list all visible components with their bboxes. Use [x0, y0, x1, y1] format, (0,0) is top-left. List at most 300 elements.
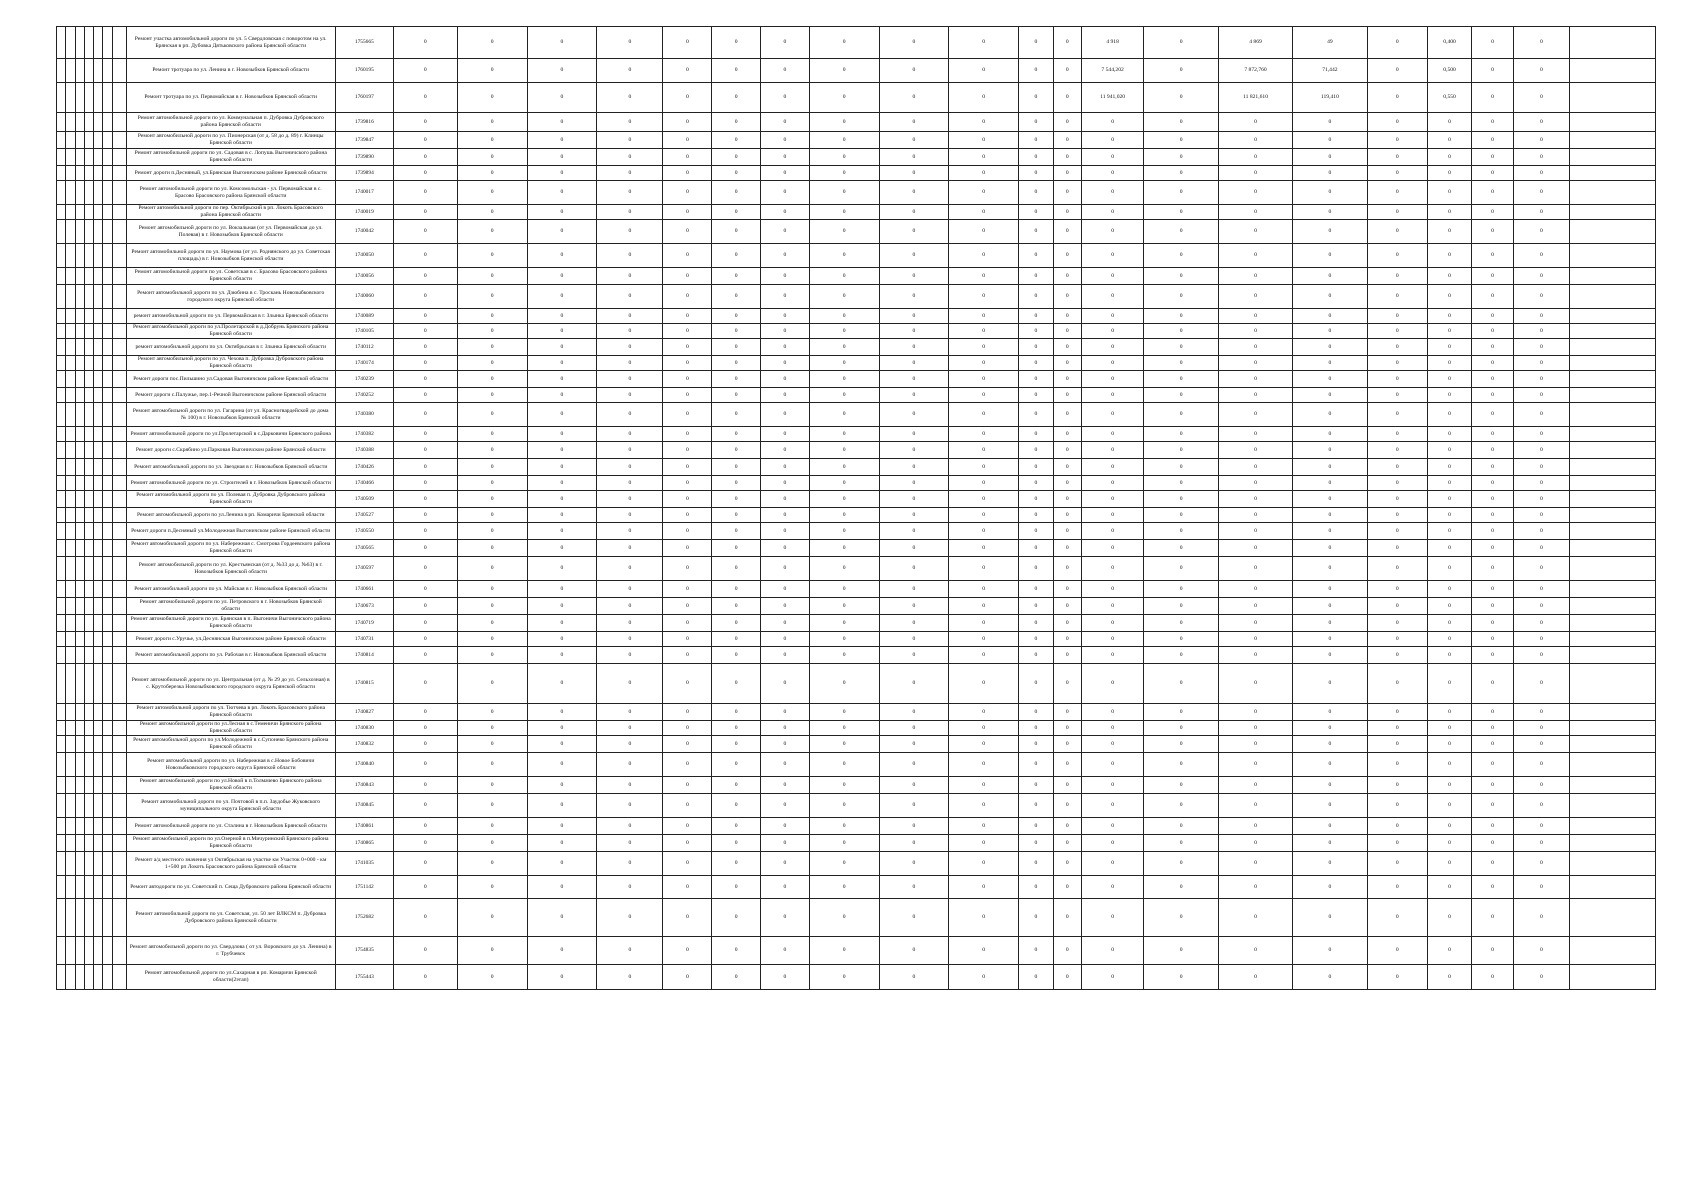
- value-cell: 0: [393, 268, 457, 285]
- value-cell: 0: [1293, 132, 1367, 149]
- blank-cell: [112, 427, 126, 442]
- blank-cell: [75, 632, 84, 647]
- value-cell: 0: [1144, 736, 1218, 753]
- value-cell: 0: [949, 388, 1019, 403]
- value-cell: 0: [1513, 615, 1569, 632]
- blank-cell: [66, 852, 75, 876]
- value-cell: 0: [1144, 285, 1218, 309]
- blank-cell: [112, 852, 126, 876]
- blank-cell: [66, 937, 75, 965]
- value-cell: 0: [1367, 403, 1427, 427]
- blank-cell: [75, 664, 84, 704]
- blank-cell: [103, 285, 112, 309]
- value-cell: 0: [527, 113, 597, 132]
- value-cell: 0: [949, 794, 1019, 818]
- value-cell: 0: [1144, 149, 1218, 166]
- blank-cell: [75, 220, 84, 244]
- value-cell: 0: [663, 794, 712, 818]
- blank-cell: [84, 899, 93, 937]
- value-cell: 0: [949, 356, 1019, 371]
- blank-cell: [1569, 615, 1655, 632]
- value-cell: 0: [1427, 132, 1471, 149]
- value-cell: 7 872,760: [1218, 59, 1292, 83]
- value-cell: 0: [1218, 753, 1292, 777]
- project-code-cell: 1751142: [335, 876, 393, 899]
- blank-cell: [57, 965, 66, 990]
- value-cell: 0: [1019, 557, 1054, 581]
- blank-cell: [57, 664, 66, 704]
- value-cell: 0: [597, 664, 663, 704]
- value-cell: 0: [1019, 442, 1054, 459]
- value-cell: 0: [1367, 491, 1427, 508]
- value-cell: 0: [949, 632, 1019, 647]
- value-cell: 0: [1053, 442, 1081, 459]
- value-cell: 0: [879, 794, 949, 818]
- value-cell: 0: [1019, 83, 1054, 113]
- value-cell: 0: [457, 113, 527, 132]
- blank-cell: [112, 244, 126, 268]
- project-code-cell: 1740388: [335, 442, 393, 459]
- value-cell: 0: [663, 777, 712, 794]
- value-cell: 0: [393, 540, 457, 557]
- value-cell: 0: [457, 166, 527, 181]
- project-name-cell: Ремонт автомобильной дороги по ул. Коммунальная п. Дубровка Дубровского района Брянской области: [126, 113, 335, 132]
- value-cell: 0: [761, 721, 810, 736]
- value-cell: 0: [527, 876, 597, 899]
- value-cell: 0: [1427, 459, 1471, 476]
- value-cell: 0: [393, 324, 457, 339]
- value-cell: 0: [1513, 83, 1569, 113]
- blank-cell: [75, 442, 84, 459]
- value-cell: 0: [761, 371, 810, 388]
- value-cell: 0: [712, 427, 761, 442]
- value-cell: 0: [457, 704, 527, 721]
- value-cell: 0: [1293, 166, 1367, 181]
- value-cell: 0: [1218, 244, 1292, 268]
- value-cell: 0: [1053, 736, 1081, 753]
- value-cell: 0: [1367, 508, 1427, 523]
- value-cell: 0: [597, 777, 663, 794]
- value-cell: 0: [1144, 937, 1218, 965]
- value-cell: 0: [1144, 339, 1218, 356]
- value-cell: 0: [1019, 777, 1054, 794]
- value-cell: 0: [597, 876, 663, 899]
- blank-cell: [57, 205, 66, 220]
- project-name-cell: Ремонт автомобильной дороги по ул.Лесная в с.Теменичи Брянского района Брянской области: [126, 721, 335, 736]
- value-cell: 0: [1019, 598, 1054, 615]
- blank-cell: [112, 965, 126, 990]
- table-row: [57, 132, 1656, 149]
- value-cell: 0: [663, 476, 712, 491]
- blank-cell: [57, 598, 66, 615]
- value-cell: 119,410: [1293, 83, 1367, 113]
- value-cell: 0: [1081, 736, 1144, 753]
- project-code-cell: 1740845: [335, 794, 393, 818]
- blank-cell: [66, 598, 75, 615]
- blank-cell: [1569, 403, 1655, 427]
- value-cell: 0: [1513, 27, 1569, 59]
- value-cell: 0: [1081, 794, 1144, 818]
- value-cell: 0: [761, 388, 810, 403]
- value-cell: 0: [1218, 557, 1292, 581]
- blank-cell: [1569, 113, 1655, 132]
- blank-cell: [94, 491, 103, 508]
- value-cell: 0: [1367, 83, 1427, 113]
- value-cell: 0: [949, 149, 1019, 166]
- value-cell: 0: [809, 339, 879, 356]
- value-cell: 0: [1472, 540, 1514, 557]
- value-cell: 0: [1367, 818, 1427, 835]
- value-cell: 0: [949, 721, 1019, 736]
- value-cell: 0: [457, 427, 527, 442]
- value-cell: 0: [1218, 132, 1292, 149]
- value-cell: 0: [1427, 615, 1471, 632]
- value-cell: 0: [663, 285, 712, 309]
- blank-cell: [84, 442, 93, 459]
- value-cell: 0: [1367, 427, 1427, 442]
- project-code-cell: 1740527: [335, 508, 393, 523]
- value-cell: 0: [1144, 83, 1218, 113]
- value-cell: 0: [879, 476, 949, 491]
- value-cell: 0: [1144, 388, 1218, 403]
- table-row: [57, 220, 1656, 244]
- blank-cell: [57, 523, 66, 540]
- value-cell: 0: [1472, 632, 1514, 647]
- value-cell: 0: [597, 427, 663, 442]
- blank-cell: [75, 736, 84, 753]
- blank-cell: [1569, 427, 1655, 442]
- value-cell: 0: [1144, 664, 1218, 704]
- value-cell: 0: [1081, 753, 1144, 777]
- project-code-cell: 1754835: [335, 937, 393, 965]
- value-cell: 0: [527, 459, 597, 476]
- value-cell: 0: [949, 427, 1019, 442]
- value-cell: 0: [1053, 27, 1081, 59]
- value-cell: 0: [1019, 704, 1054, 721]
- blank-cell: [103, 27, 112, 59]
- table-row: [57, 965, 1656, 990]
- blank-cell: [103, 476, 112, 491]
- value-cell: 0: [761, 59, 810, 83]
- value-cell: 0: [457, 876, 527, 899]
- value-cell: 0: [712, 309, 761, 324]
- blank-cell: [1569, 508, 1655, 523]
- value-cell: 0: [1427, 721, 1471, 736]
- value-cell: 0: [393, 459, 457, 476]
- blank-cell: [1569, 704, 1655, 721]
- value-cell: 0: [1218, 371, 1292, 388]
- value-cell: 0: [1293, 540, 1367, 557]
- blank-cell: [1569, 721, 1655, 736]
- project-name-cell: Ремонт автомобильной дороги по ул. Полевая п. Дубровка Дубровского района Брянской области: [126, 491, 335, 508]
- value-cell: 0: [949, 557, 1019, 581]
- value-cell: 0: [809, 615, 879, 632]
- value-cell: 0: [761, 581, 810, 598]
- value-cell: 0: [949, 442, 1019, 459]
- value-cell: 0: [597, 442, 663, 459]
- value-cell: 0: [597, 339, 663, 356]
- blank-cell: [84, 459, 93, 476]
- blank-cell: [103, 427, 112, 442]
- blank-cell: [103, 388, 112, 403]
- value-cell: 0: [809, 388, 879, 403]
- blank-cell: [66, 427, 75, 442]
- value-cell: 0: [663, 876, 712, 899]
- project-name-cell: Ремонт автомобильной дороги по ул.Озерной в п.Мичуринский Брянского района Брянской области: [126, 835, 335, 852]
- value-cell: 0: [1293, 876, 1367, 899]
- value-cell: 0: [1081, 244, 1144, 268]
- blank-cell: [57, 339, 66, 356]
- value-cell: 0: [1218, 664, 1292, 704]
- value-cell: 0: [1293, 777, 1367, 794]
- value-cell: 0: [1367, 664, 1427, 704]
- value-cell: 0: [949, 736, 1019, 753]
- blank-cell: [75, 113, 84, 132]
- project-code-cell: 1740050: [335, 244, 393, 268]
- value-cell: 0: [761, 632, 810, 647]
- value-cell: 0: [879, 149, 949, 166]
- blank-cell: [57, 937, 66, 965]
- blank-cell: [103, 965, 112, 990]
- value-cell: 0: [712, 491, 761, 508]
- blank-cell: [57, 371, 66, 388]
- value-cell: 0: [1367, 598, 1427, 615]
- value-cell: 0: [1513, 704, 1569, 721]
- value-cell: 0: [1367, 557, 1427, 581]
- value-cell: 0: [1053, 356, 1081, 371]
- value-cell: 0: [1081, 181, 1144, 205]
- blank-cell: [84, 557, 93, 581]
- blank-cell: [94, 459, 103, 476]
- value-cell: 0: [393, 132, 457, 149]
- value-cell: 0: [712, 285, 761, 309]
- value-cell: 0: [1513, 324, 1569, 339]
- blank-cell: [84, 149, 93, 166]
- value-cell: 0: [1019, 166, 1054, 181]
- value-cell: 0: [712, 581, 761, 598]
- value-cell: 0: [393, 777, 457, 794]
- value-cell: 0: [1144, 753, 1218, 777]
- value-cell: 0: [1293, 818, 1367, 835]
- value-cell: 0: [393, 339, 457, 356]
- blank-cell: [94, 356, 103, 371]
- value-cell: 0: [527, 356, 597, 371]
- value-cell: 0: [1367, 27, 1427, 59]
- value-cell: 0: [1081, 442, 1144, 459]
- value-cell: 0: [1019, 371, 1054, 388]
- value-cell: 0: [1513, 491, 1569, 508]
- value-cell: 0: [527, 632, 597, 647]
- value-cell: 0: [457, 721, 527, 736]
- blank-cell: [103, 664, 112, 704]
- blank-cell: [103, 721, 112, 736]
- value-cell: 0: [1053, 268, 1081, 285]
- value-cell: 0: [1081, 598, 1144, 615]
- blank-cell: [66, 753, 75, 777]
- blank-cell: [1569, 753, 1655, 777]
- project-code-cell: 1740843: [335, 777, 393, 794]
- value-cell: 0: [1293, 899, 1367, 937]
- value-cell: 0: [761, 339, 810, 356]
- blank-cell: [103, 937, 112, 965]
- blank-cell: [103, 835, 112, 852]
- value-cell: 0: [1144, 835, 1218, 852]
- value-cell: 0: [879, 220, 949, 244]
- blank-cell: [57, 852, 66, 876]
- value-cell: 0: [663, 508, 712, 523]
- value-cell: 0: [1513, 459, 1569, 476]
- value-cell: 0: [1427, 876, 1471, 899]
- blank-cell: [94, 244, 103, 268]
- value-cell: 0: [1513, 753, 1569, 777]
- blank-cell: [66, 268, 75, 285]
- value-cell: 0: [597, 324, 663, 339]
- value-cell: 0: [712, 664, 761, 704]
- value-cell: 0: [1218, 937, 1292, 965]
- value-cell: 0: [949, 508, 1019, 523]
- blank-cell: [112, 721, 126, 736]
- value-cell: 0: [457, 818, 527, 835]
- value-cell: 0: [809, 818, 879, 835]
- value-cell: 0: [712, 508, 761, 523]
- blank-cell: [94, 339, 103, 356]
- value-cell: 0: [1513, 442, 1569, 459]
- value-cell: 0: [1367, 876, 1427, 899]
- value-cell: 0: [949, 704, 1019, 721]
- value-cell: 0: [663, 132, 712, 149]
- blank-cell: [57, 794, 66, 818]
- value-cell: 0: [1367, 113, 1427, 132]
- value-cell: 0: [1144, 852, 1218, 876]
- project-name-cell: Ремонт автомобильной дороги по ул.Молодежной в с.Супонево Брянского района Брянской области: [126, 736, 335, 753]
- blank-cell: [75, 647, 84, 664]
- value-cell: 0: [1144, 899, 1218, 937]
- value-cell: 0: [1019, 965, 1054, 990]
- value-cell: 0: [879, 166, 949, 181]
- project-name-cell: Ремонт дороги с.Палужье, пер.1-Речной Выгоничском районе Брянской области: [126, 388, 335, 403]
- blank-cell: [84, 794, 93, 818]
- value-cell: 0: [1218, 181, 1292, 205]
- value-cell: 0: [1081, 371, 1144, 388]
- value-cell: 0: [1293, 937, 1367, 965]
- table-row: [57, 777, 1656, 794]
- value-cell: 0: [1472, 965, 1514, 990]
- value-cell: 0: [1367, 59, 1427, 83]
- value-cell: 0: [879, 181, 949, 205]
- blank-cell: [103, 132, 112, 149]
- value-cell: 0: [527, 704, 597, 721]
- value-cell: 0: [761, 442, 810, 459]
- blank-cell: [103, 371, 112, 388]
- value-cell: 0: [879, 59, 949, 83]
- value-cell: 0: [761, 523, 810, 540]
- value-cell: 0: [597, 59, 663, 83]
- value-cell: 0: [1513, 244, 1569, 268]
- value-cell: 0: [1144, 181, 1218, 205]
- value-cell: 0: [809, 598, 879, 615]
- blank-cell: [112, 166, 126, 181]
- value-cell: 0: [527, 581, 597, 598]
- value-cell: 0: [1081, 220, 1144, 244]
- blank-cell: [103, 647, 112, 664]
- value-cell: 0: [1218, 324, 1292, 339]
- project-code-cell: 1741035: [335, 852, 393, 876]
- value-cell: 0: [1144, 309, 1218, 324]
- value-cell: 0: [527, 476, 597, 491]
- value-cell: 0: [1144, 244, 1218, 268]
- value-cell: 0: [663, 937, 712, 965]
- value-cell: 0: [1513, 166, 1569, 181]
- value-cell: 0: [809, 244, 879, 268]
- value-cell: 0: [1144, 794, 1218, 818]
- value-cell: 0: [712, 523, 761, 540]
- table-row: [57, 339, 1656, 356]
- blank-cell: [84, 205, 93, 220]
- blank-cell: [57, 388, 66, 403]
- blank-cell: [112, 285, 126, 309]
- blank-cell: [112, 508, 126, 523]
- value-cell: 0: [393, 244, 457, 268]
- value-cell: 0: [1019, 835, 1054, 852]
- value-cell: 0: [1019, 632, 1054, 647]
- value-cell: 0: [597, 818, 663, 835]
- blank-cell: [57, 83, 66, 113]
- value-cell: 0: [1019, 388, 1054, 403]
- value-cell: 0: [1218, 220, 1292, 244]
- value-cell: 0: [1218, 309, 1292, 324]
- value-cell: 0: [527, 220, 597, 244]
- value-cell: 0: [597, 736, 663, 753]
- value-cell: 0: [1019, 753, 1054, 777]
- value-cell: 0: [879, 721, 949, 736]
- value-cell: 0: [663, 491, 712, 508]
- value-cell: 0: [527, 899, 597, 937]
- value-cell: 0: [761, 615, 810, 632]
- value-cell: 0: [1513, 835, 1569, 852]
- value-cell: 0: [1019, 476, 1054, 491]
- value-cell: 0: [949, 205, 1019, 220]
- value-cell: 0: [663, 459, 712, 476]
- blank-cell: [66, 83, 75, 113]
- blank-cell: [57, 777, 66, 794]
- value-cell: 0: [809, 371, 879, 388]
- table-row: [57, 166, 1656, 181]
- value-cell: 0: [1053, 937, 1081, 965]
- value-cell: 0: [1019, 721, 1054, 736]
- value-cell: 0: [1293, 268, 1367, 285]
- blank-cell: [66, 324, 75, 339]
- value-cell: 0: [949, 324, 1019, 339]
- blank-cell: [75, 777, 84, 794]
- value-cell: 0: [1144, 205, 1218, 220]
- value-cell: 0: [879, 205, 949, 220]
- blank-cell: [1569, 647, 1655, 664]
- value-cell: 0: [809, 220, 879, 244]
- blank-cell: [75, 615, 84, 632]
- blank-cell: [112, 491, 126, 508]
- value-cell: 0: [1081, 632, 1144, 647]
- value-cell: 0: [1218, 876, 1292, 899]
- value-cell: 0: [1218, 339, 1292, 356]
- blank-cell: [103, 324, 112, 339]
- value-cell: 0: [761, 598, 810, 615]
- value-cell: 0: [1053, 220, 1081, 244]
- value-cell: 0: [1053, 632, 1081, 647]
- project-code-cell: 1760197: [335, 83, 393, 113]
- blank-cell: [75, 388, 84, 403]
- value-cell: 0: [1472, 113, 1514, 132]
- blank-cell: [66, 388, 75, 403]
